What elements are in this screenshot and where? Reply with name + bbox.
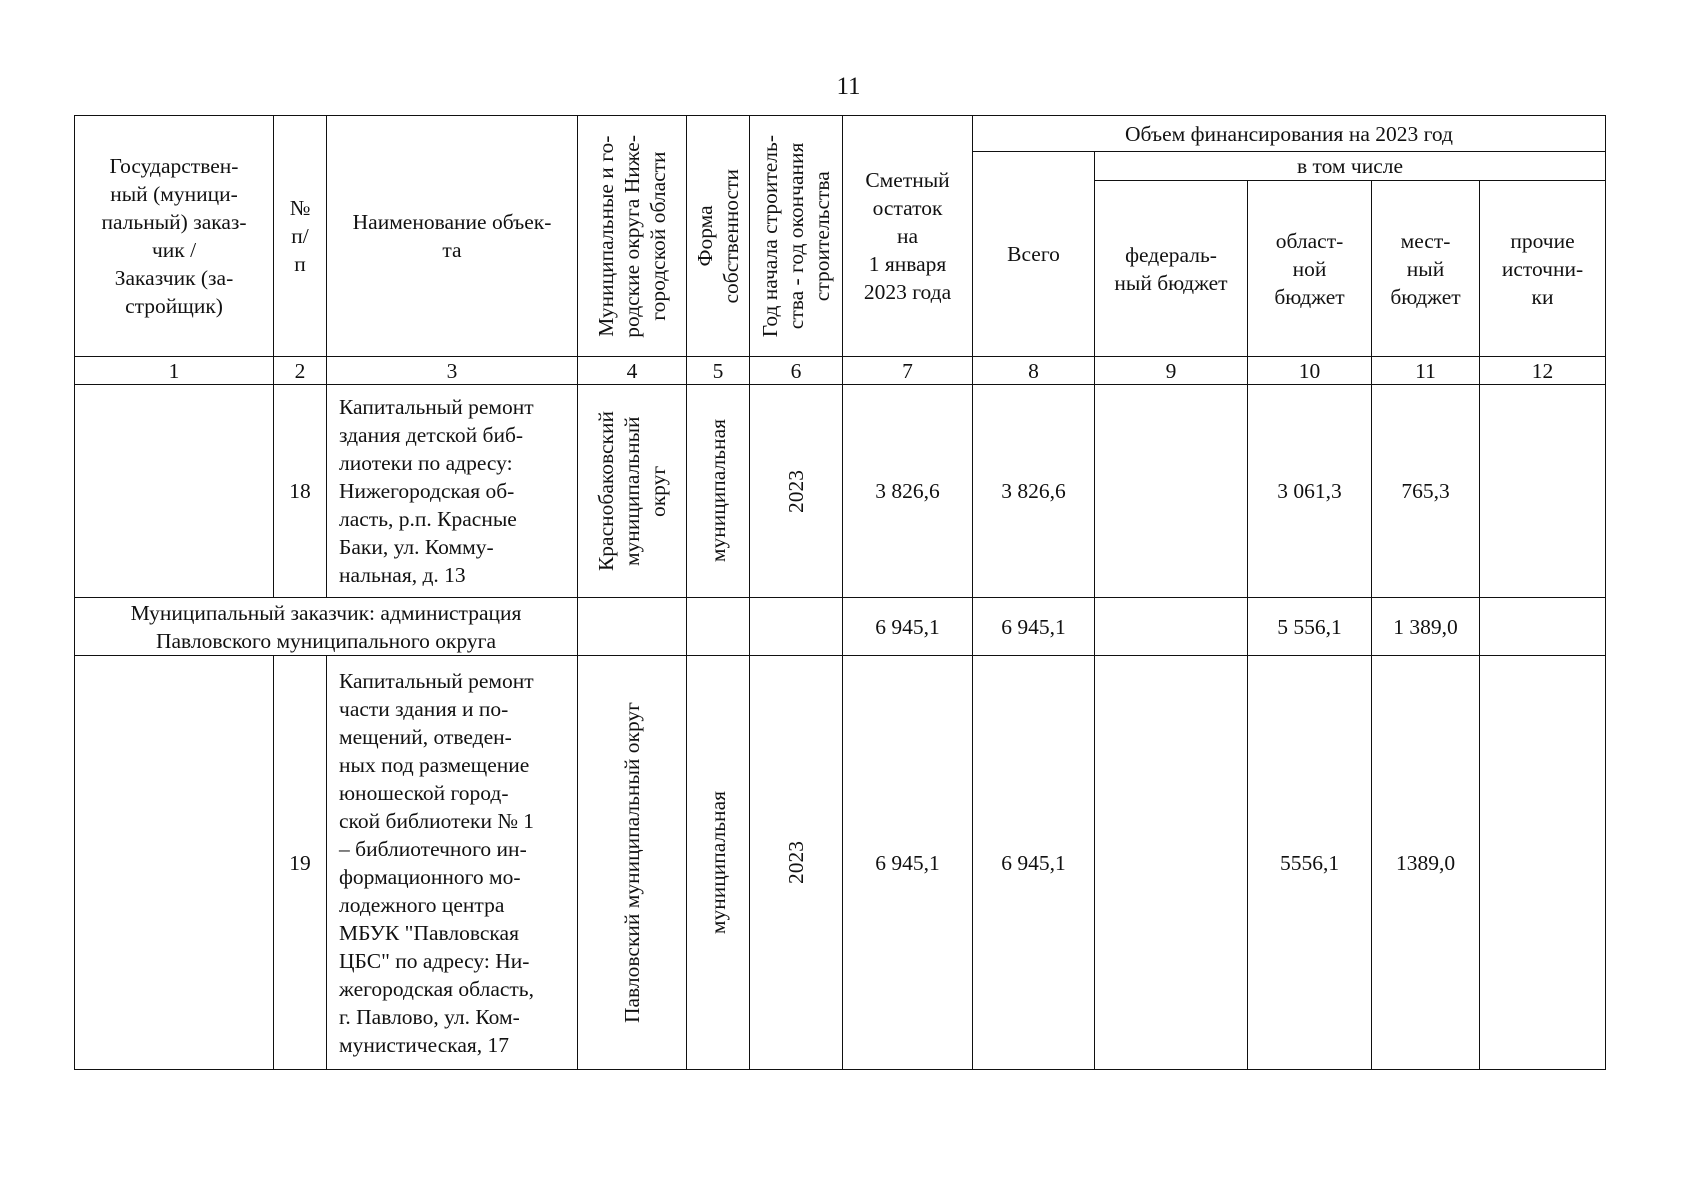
row-years [750, 656, 843, 1070]
table-row [75, 385, 1606, 598]
header-ownership-text: Форма собственности [693, 168, 743, 304]
header-ownership [687, 116, 750, 357]
column-number: 12 [1480, 357, 1606, 385]
row-total: 6 945,1 [973, 656, 1095, 1070]
group-total: 6 945,1 [973, 598, 1095, 656]
row-customer [75, 385, 274, 598]
header-total: Всего [973, 152, 1095, 357]
group-other [1480, 598, 1606, 656]
row-years [750, 385, 843, 598]
column-number: 9 [1095, 357, 1248, 385]
header-district [578, 116, 687, 357]
column-number: 4 [578, 357, 687, 385]
group-regional: 5 556,1 [1248, 598, 1372, 656]
row-other [1480, 656, 1606, 1070]
row-object-name-text: Капитальный ремонт части здания и по- мещений, отведен- ных под размещение юношеской город- ской библиотеки № 1 – библиотечного ин- формационного мо- лодежного центра МБУК "Павловская ЦБС" по адресу: Ни- жегородская область, г. Павлово, ул. Ком- мунистическая, 17 [339, 668, 534, 1057]
row-district [578, 656, 687, 1070]
row-district-text: Павловский муниципальный округ [620, 701, 644, 1024]
header-financing: Объем финансирования на 2023 год [973, 116, 1606, 152]
column-number-row [75, 357, 1606, 385]
row-district-text: Краснобаковский муниципальный округ [594, 410, 670, 572]
header-including: в том числе [1095, 152, 1606, 181]
header-regional: област- ной бюджет [1248, 181, 1372, 357]
column-number: 6 [750, 357, 843, 385]
group-federal [1095, 598, 1248, 656]
row-ownership [687, 656, 750, 1070]
column-number: 8 [973, 357, 1095, 385]
row-local: 765,3 [1372, 385, 1480, 598]
row-regional: 3 061,3 [1248, 385, 1372, 598]
row-years-text: 2023 [784, 841, 808, 884]
row-estimate: 6 945,1 [843, 656, 973, 1070]
row-total: 3 826,6 [973, 385, 1095, 598]
header-local: мест- ный бюджет [1372, 181, 1480, 357]
row-customer [75, 656, 274, 1070]
page-number: 11 [836, 73, 861, 100]
row-ownership-text: муниципальная [706, 419, 730, 563]
header-row-1 [75, 116, 1606, 152]
header-district-text: Муниципальные и го- родские округа Ниже- городской области [594, 134, 670, 338]
row-estimate: 3 826,6 [843, 385, 973, 598]
empty-cell [750, 598, 843, 656]
row-ownership [687, 385, 750, 598]
financing-table [74, 115, 1606, 1070]
header-other: прочие источни- ки [1480, 181, 1606, 357]
row-regional: 5556,1 [1248, 656, 1372, 1070]
row-num: 18 [274, 385, 327, 598]
empty-cell [687, 598, 750, 656]
column-number: 1 [75, 357, 274, 385]
row-other [1480, 385, 1606, 598]
row-ownership-text: муниципальная [706, 790, 730, 935]
column-number: 3 [327, 357, 578, 385]
header-object-name: Наименование объек- та [327, 116, 578, 357]
group-local: 1 389,0 [1372, 598, 1480, 656]
header-years [750, 116, 843, 357]
group-estimate: 6 945,1 [843, 598, 973, 656]
header-num: № п/ п [274, 116, 327, 357]
column-number: 7 [843, 357, 973, 385]
row-federal [1095, 656, 1248, 1070]
column-number: 10 [1248, 357, 1372, 385]
row-object-name-text: Капитальный ремонт здания детской биб- лиотеки по адресу: Нижегородская об- ласть, р.п. Красные Баки, ул. Комму- нальная, д. 13 [339, 395, 534, 587]
row-federal [1095, 385, 1248, 598]
row-num: 19 [274, 656, 327, 1070]
column-number: 11 [1372, 357, 1480, 385]
header-federal: федераль- ный бюджет [1095, 181, 1248, 357]
row-object-name [327, 385, 578, 598]
header-customer: Государствен- ный (муници- пальный) заказ- чик / Заказчик (за- стройщик) [75, 116, 274, 357]
header-estimate: Сметный остаток на 1 января 2023 года [843, 116, 973, 357]
customer-group-row [75, 598, 1606, 656]
header-years-text: Год начала строитель- ства - год окончания строительства [758, 134, 834, 338]
row-local: 1389,0 [1372, 656, 1480, 1070]
empty-cell [578, 598, 687, 656]
column-number: 2 [274, 357, 327, 385]
row-years-text: 2023 [784, 469, 808, 513]
row-object-name [327, 656, 578, 1070]
column-number: 5 [687, 357, 750, 385]
table-row [75, 656, 1606, 1070]
row-district [578, 385, 687, 598]
customer-group-label: Муниципальный заказчик: администрация Павловского муниципального округа [75, 598, 578, 656]
